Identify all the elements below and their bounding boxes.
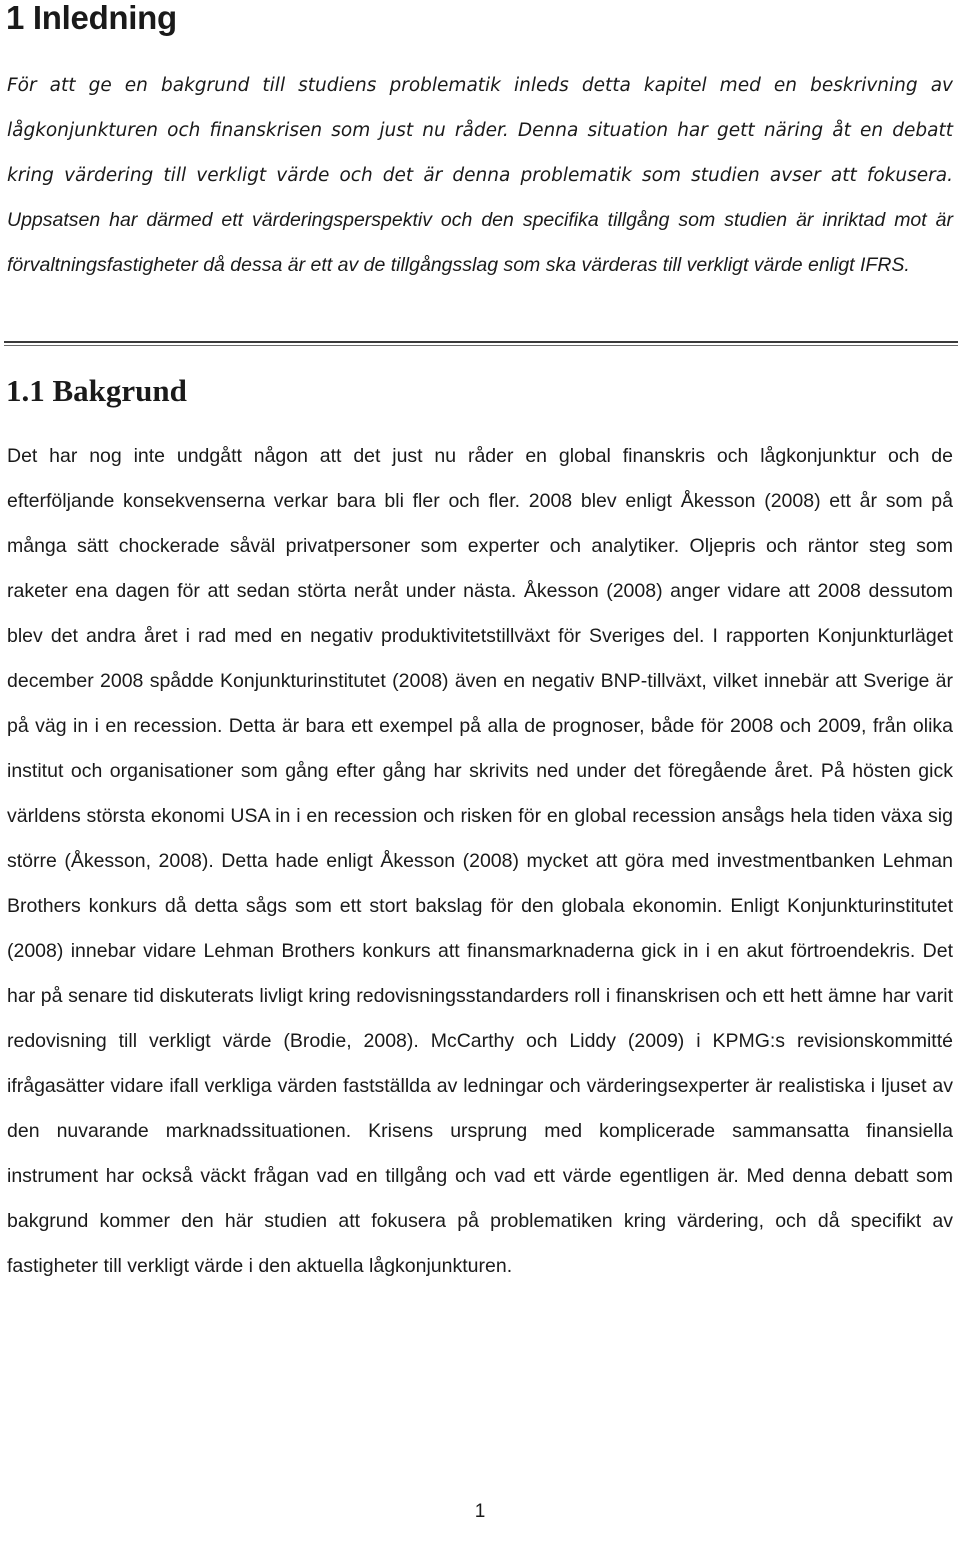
page-number: 1	[474, 1501, 486, 1522]
chapter-intro	[7, 63, 953, 288]
section-divider	[4, 341, 958, 343]
chapter-intro-part-1: För att ge en bakgrund till studiens problematik inleds detta kapitel med en beskrivning av lågkonjunkturen och finanskrisen som just nu råder. Denna situation har gett näring åt en debatt kring värdering till verkligt värde och det är denna problematik som studien avser att fokusera.	[7, 75, 953, 186]
section-divider-thin	[4, 345, 958, 346]
chapter-intro-part-2: Uppsatsen har därmed ett värderingsperspektiv och den specifika tillgång som studien är inriktad mot är förvaltningsfastigheter då dessa är ett av de tillgångsslag som ska värderas till verkligt värde enligt IFRS.	[7, 209, 953, 276]
chapter-heading: 1 Inledning	[6, 0, 177, 36]
section-heading: 1.1 Bakgrund	[6, 373, 187, 408]
section-body: Det har nog inte undgått någon att det just nu råder en global finanskris och lågkonjunktur och de efterföljande konsekvenserna verkar bara bli fler och fler. 2008 blev enligt Åkesson (2008) ett år som på många sätt chockerade såväl privatpersoner som experter och analytiker. Oljepris och räntor steg som raketer ena dagen för att sedan störta neråt under nästa. Åkesson (2008) anger vidare att 2008 dessutom blev det andra året i rad med en negativ produktivitetstillväxt för Sveriges del. I rapporten Konjunkturläget december 2008 spådde Konjunkturinstitutet (2008) även en negativ BNP-tillväxt, vilket innebär att Sverige är på väg in i en recession. Detta är bara ett exempel på alla de prognoser, både för 2008 och 2009, från olika institut och organisationer som gång efter gång har skrivits ned under det föregående året. På hösten gick världens största ekonomi USA in i en recession och risken för en global recession ansågs hela tiden växa sig större (Åkesson, 2008). Detta hade enligt Åkesson (2008) mycket att göra med investmentbanken Lehman Brothers konkurs då detta sågs som ett stort bakslag för den globala ekonomin. Enligt Konjunkturinstitutet (2008) innebar vidare Lehman Brothers konkurs att finansmarknaderna gick in i en akut förtroendekris. Det har på senare tid diskuterats livligt kring redovisningsstandarders roll i finanskrisen och ett hett ämne har varit redovisning till verkligt värde (Brodie, 2008). McCarthy och Liddy (2009) i KPMG:s revisionskommitté ifrågasätter vidare ifall verkliga värden fastställda av ledningar och värderingsexperter är realistiska i ljuset av den nuvarande marknadssituationen. Krisens ursprung med komplicerade sammansatta finansiella instrument har också väckt frågan vad en tillgång och vad ett värde egentligen är. Med denna debatt som bakgrund kommer den här studien att fokusera på problematiken kring värdering, och då specifikt av fastigheter till verkligt värde i den aktuella lågkonjunkturen.	[7, 445, 953, 1277]
